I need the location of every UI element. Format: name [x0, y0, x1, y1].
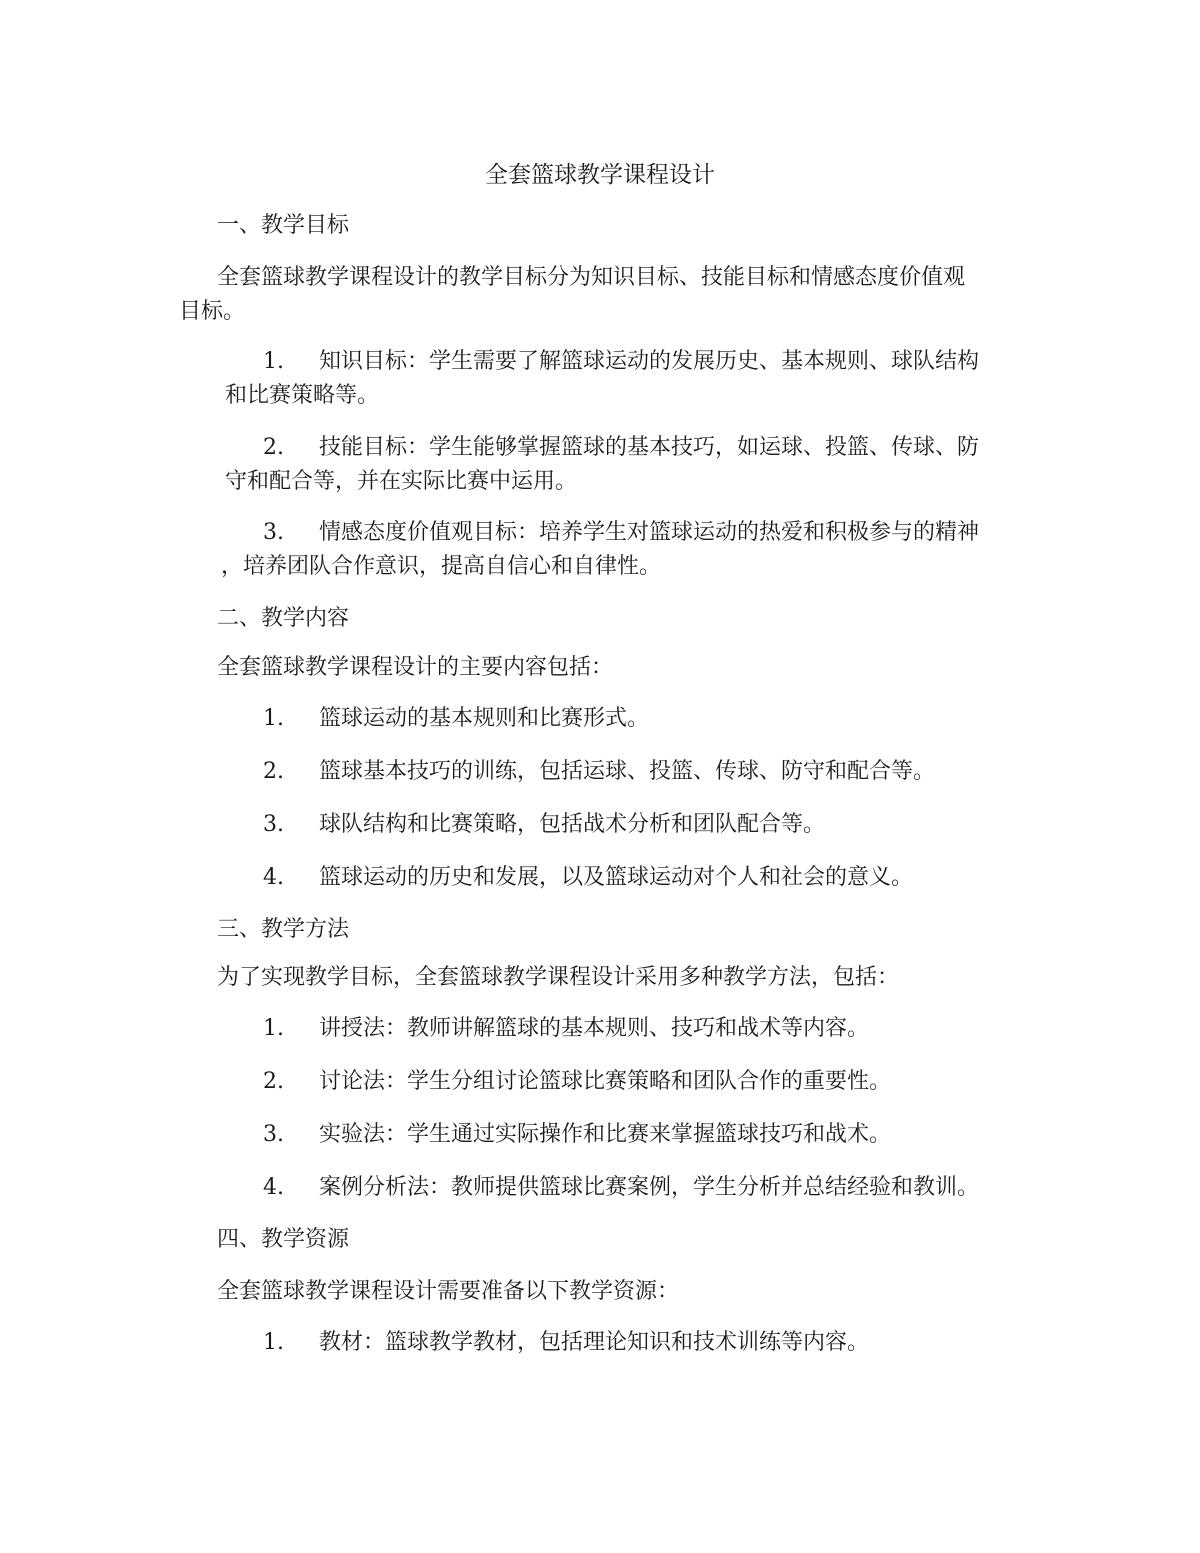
list-item: [225, 431, 1025, 499]
list-text: 情感态度价值观目标：培养学生对篮球运动的热爱和积极参与的精神: [319, 520, 980, 545]
list-text: 讲授法：教师讲解篮球的基本规则、技巧和战术等内容。: [319, 1016, 870, 1041]
list-item: [225, 345, 1025, 413]
list-number: 3.: [263, 1122, 284, 1147]
list-text: 知识目标：学生需要了解篮球运动的发展历史、基本规则、球队结构: [319, 349, 980, 374]
list-number: 1.: [263, 1330, 284, 1355]
list-item: [221, 516, 1025, 584]
list-item: [225, 861, 1025, 895]
list-text: 实验法：学生通过实际操作和比赛来掌握篮球技巧和战术。: [319, 1122, 892, 1147]
section-heading-objectives: 一、教学目标: [217, 213, 350, 238]
section-intro-objectives: [179, 261, 965, 329]
section-intro-content: [217, 651, 613, 685]
intro-line: 全套篮球教学课程设计的教学目标分为知识目标、技能目标和情感态度价值观: [217, 265, 966, 290]
list-number: 1.: [263, 706, 284, 731]
list-item: [225, 1118, 1025, 1152]
section-heading-methods: 三、教学方法: [217, 917, 350, 942]
list-text: 教材：篮球教学教材，包括理论知识和技术训练等内容。: [319, 1330, 870, 1355]
list-item: [225, 808, 1025, 842]
list-number: 2.: [263, 759, 284, 784]
list-number: 3.: [263, 812, 284, 837]
list-text: 球队结构和比赛策略，包括战术分析和团队配合等。: [319, 812, 826, 837]
list-item: [225, 1065, 1025, 1099]
list-item: [225, 1012, 1025, 1046]
intro-line: 全套篮球教学课程设计的主要内容包括：: [217, 655, 614, 680]
list-item: [225, 1171, 1025, 1205]
list-text-continued: 和比赛策略等。: [225, 383, 380, 408]
list-text: 篮球运动的基本规则和比赛形式。: [319, 706, 650, 731]
list-text: 技能目标：学生能够掌握篮球的基本技巧，如运球、投篮、传球、防: [319, 435, 980, 460]
list-number: 3.: [263, 520, 284, 545]
list-number: 2.: [263, 1069, 284, 1094]
list-item: [225, 702, 1025, 736]
list-text-continued: ，培养团队合作意识，提高自信心和自律性。: [221, 554, 662, 579]
list-text: 篮球运动的历史和发展，以及篮球运动对个人和社会的意义。: [319, 865, 914, 890]
list-item: [225, 1326, 1025, 1360]
list-number: 1.: [263, 1016, 284, 1041]
list-number: 4.: [263, 865, 284, 890]
list-text: 篮球基本技巧的训练，包括运球、投篮、传球、防守和配合等。: [319, 759, 936, 784]
list-text: 案例分析法：教师提供篮球比赛案例，学生分析并总结经验和教训。: [319, 1175, 980, 1200]
intro-line: 目标。: [179, 299, 246, 324]
list-number: 1.: [263, 349, 284, 374]
document-title: 全套篮球教学课程设计: [485, 162, 715, 188]
list-number: 4.: [263, 1175, 284, 1200]
list-text: 讨论法：学生分组讨论篮球比赛策略和团队合作的重要性。: [319, 1069, 892, 1094]
intro-line: 为了实现教学目标，全套篮球教学课程设计采用多种教学方法，包括：: [217, 965, 900, 990]
section-heading-content: 二、教学内容: [217, 606, 350, 631]
list-number: 2.: [263, 435, 284, 460]
list-text-continued: 守和配合等，并在实际比赛中运用。: [225, 469, 578, 494]
section-intro-resources: [217, 1275, 679, 1309]
section-heading-resources: 四、教学资源: [217, 1227, 350, 1252]
section-intro-methods: [217, 961, 899, 995]
intro-line: 全套篮球教学课程设计需要准备以下教学资源：: [217, 1279, 680, 1304]
list-item: [225, 755, 1025, 789]
